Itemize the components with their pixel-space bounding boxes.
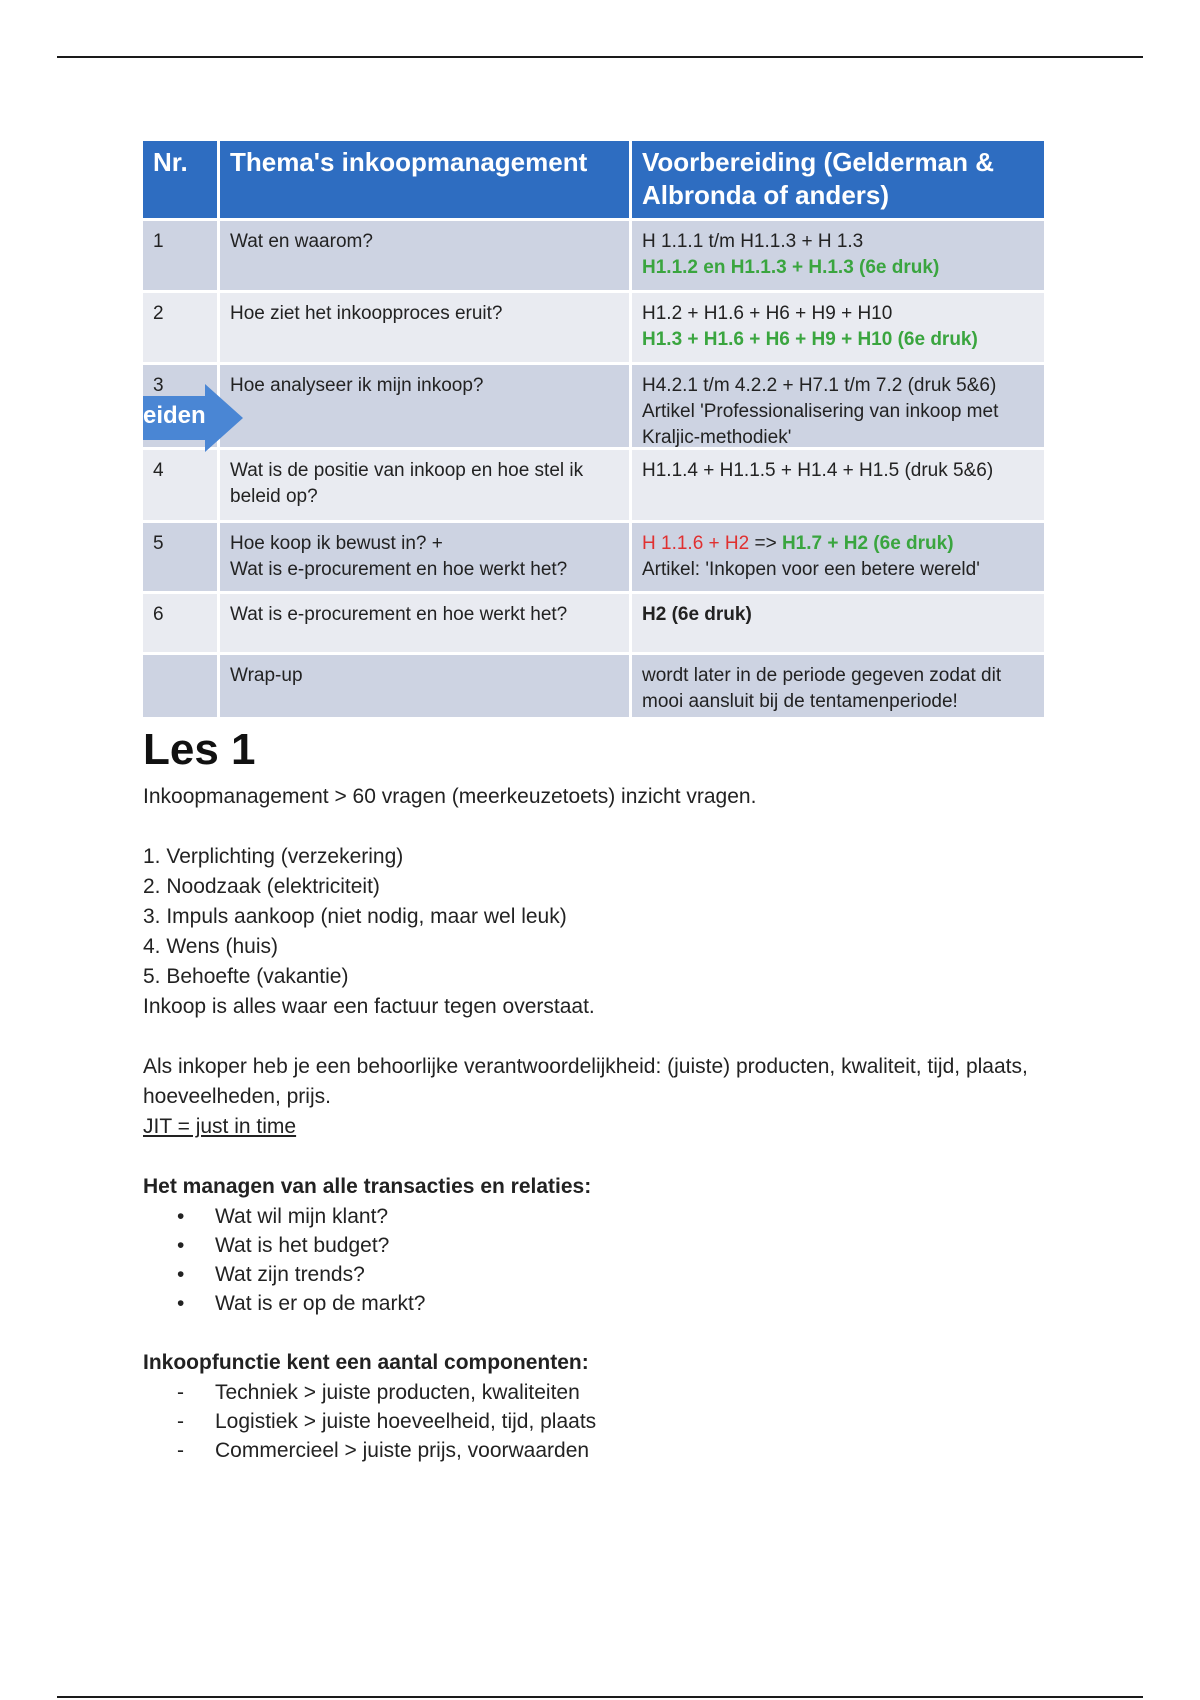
row-prep <box>632 293 1044 362</box>
footer-rule <box>57 1696 1143 1698</box>
prep-article: Artikel: 'Inkopen voor een betere wereld' <box>642 559 980 580</box>
table-row <box>143 221 1044 293</box>
prep-green: H1.7 + H2 (6e druk) <box>781 533 954 554</box>
list-item: - Commercieel > juiste prijs, voorwaarden <box>215 1436 1093 1465</box>
header-thema: Thema's inkoopmanagement <box>220 141 632 218</box>
document-body <box>143 724 1093 1465</box>
row-nr: 6 <box>143 594 220 652</box>
row-prep <box>632 221 1044 290</box>
row-nr: 4 <box>143 450 220 520</box>
header-rule <box>57 56 1143 58</box>
managen-list <box>143 1202 1093 1318</box>
numbered-item: 1. Verplichting (verzekering) <box>143 845 404 868</box>
table-row <box>143 594 1044 655</box>
prep-red: H 1.1.6 + H2 <box>642 533 750 554</box>
prep-green: H1.1.2 en H1.1.3 + H.1.3 (6e druk) <box>642 257 940 278</box>
intro-text: Inkoopmanagement > 60 vragen (meerkeuzetoets) inzicht vragen. <box>143 785 757 808</box>
prep-article: Artikel 'Professionalisering van inkoop met Kraljic-methodiek' <box>642 401 999 448</box>
inkoop-definition: Inkoop is alles waar een factuur tegen overstaat. <box>143 995 595 1018</box>
thema-line: Hoe koop ik bewust in? + <box>230 533 443 554</box>
list-item: - Logistiek > juiste hoeveelheid, tijd, plaats <box>215 1407 1093 1436</box>
numbered-item: 4. Wens (huis) <box>143 935 278 958</box>
prep-text: H 1.1.1 t/m H1.1.3 + H 1.3 <box>642 231 864 252</box>
row-nr <box>143 655 220 717</box>
prep-green: H1.3 + H1.6 + H6 + H9 + H10 (6e druk) <box>642 329 978 350</box>
row-thema <box>220 523 632 591</box>
row-thema: Wat en waarom? <box>220 221 632 290</box>
row-thema: Hoe analyseer ik mijn inkoop? <box>220 365 632 447</box>
planning-table <box>143 141 1044 717</box>
jit-text: JIT = just in time <box>143 1115 297 1138</box>
row-prep: H2 (6e druk) <box>642 604 752 625</box>
row-prep <box>632 523 1044 591</box>
numbered-item: 3. Impuls aankoop (niet nodig, maar wel leuk) <box>143 905 567 928</box>
arrow-label: eiden <box>143 402 206 429</box>
row-thema: Hoe ziet het inkoopproces eruit? <box>220 293 632 362</box>
verantwoordelijkheid-text: Als inkoper heb je een behoorlijke verantwoordelijkheid: (juiste) producten, kwaliteit, tijd, plaats, hoeveelheden, prijs. <box>143 1055 1028 1108</box>
row-thema: Wat is e-procurement en hoe werkt het? <box>220 594 632 652</box>
prep-arrow: => <box>749 533 782 554</box>
componenten-heading: Inkoopfunctie kent een aantal componenten: <box>143 1351 589 1374</box>
table-row <box>143 523 1044 594</box>
row-prep: H1.1.4 + H1.1.5 + H1.4 + H1.5 (druk 5&6) <box>642 460 994 481</box>
table-header <box>143 141 1044 221</box>
row-nr: 3 <box>143 365 220 447</box>
table-row <box>143 293 1044 365</box>
header-voorbereiding: Voorbereiding (Gelderman & Albronda of anders) <box>642 147 995 210</box>
row-thema: Wat is de positie van inkoop en hoe stel ik beleid op? <box>220 450 632 520</box>
page-title: Les 1 <box>143 725 256 774</box>
managen-heading: Het managen van alle transacties en relaties: <box>143 1175 592 1198</box>
row-prep: wordt later in de periode gegeven zodat dit mooi aansluit bij de tentamenperiode! <box>642 665 1002 712</box>
row-thema: Wrap-up <box>220 655 632 717</box>
list-item: - Techniek > juiste producten, kwaliteiten <box>215 1378 1093 1407</box>
prep-text: H1.2 + H1.6 + H6 + H9 + H10 <box>642 303 893 324</box>
thema-line-2: Wat is e-procurement en hoe werkt het? <box>230 559 568 580</box>
list-item: • Wat is er op de markt? <box>215 1289 1093 1318</box>
table-row <box>143 365 1044 450</box>
componenten-list <box>143 1378 1093 1465</box>
table-row <box>143 450 1044 523</box>
row-prep <box>632 365 1044 447</box>
row-nr: 5 <box>143 523 220 591</box>
row-nr: 1 <box>143 221 220 290</box>
list-item: • Wat wil mijn klant? <box>215 1202 1093 1231</box>
table-row <box>143 655 1044 717</box>
list-item: • Wat is het budget? <box>215 1231 1093 1260</box>
prep-text: H4.2.1 t/m 4.2.2 + H7.1 t/m 7.2 (druk 5&6) <box>642 375 997 396</box>
row-nr: 2 <box>143 293 220 362</box>
header-nr: Nr. <box>143 141 220 218</box>
list-item: • Wat zijn trends? <box>215 1260 1093 1289</box>
numbered-item: 5. Behoefte (vakantie) <box>143 965 349 988</box>
numbered-item: 2. Noodzaak (elektriciteit) <box>143 875 380 898</box>
